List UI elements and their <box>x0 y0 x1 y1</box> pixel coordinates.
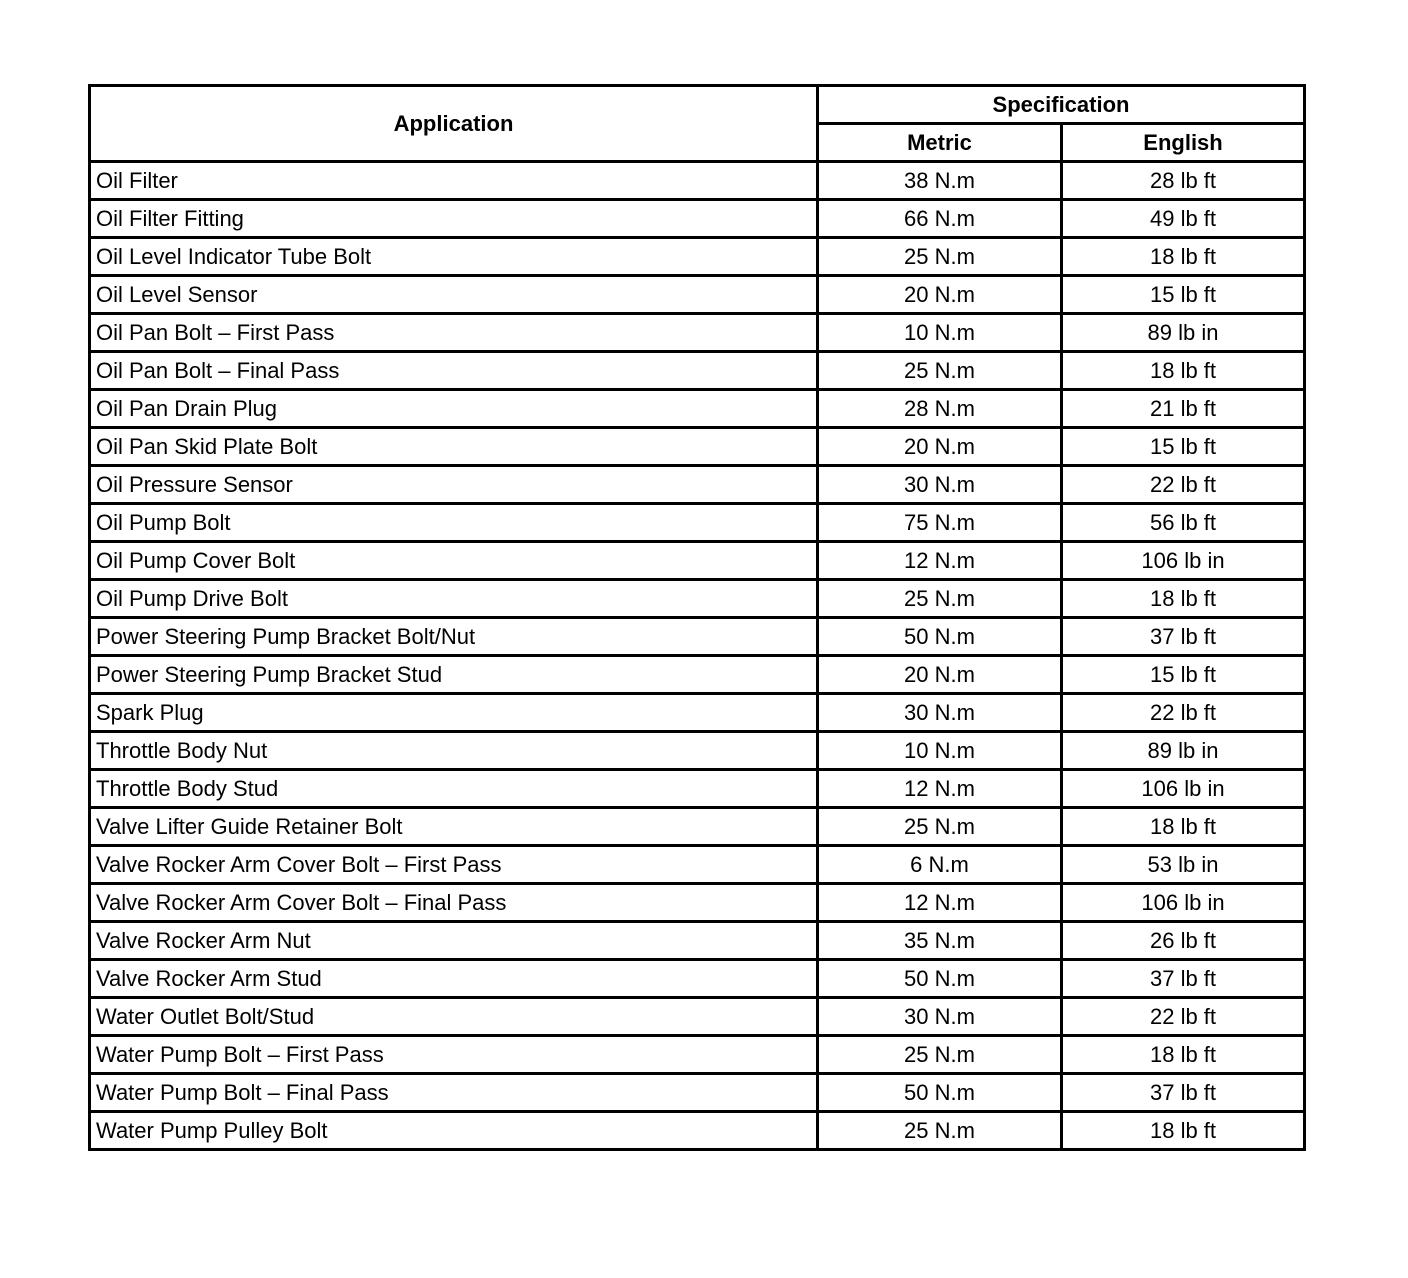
english-cell: 22 lb ft <box>1062 694 1305 732</box>
metric-cell: 30 N.m <box>818 466 1062 504</box>
table-row <box>90 542 1305 580</box>
metric-cell: 25 N.m <box>818 238 1062 276</box>
metric-cell: 75 N.m <box>818 504 1062 542</box>
english-cell: 37 lb ft <box>1062 1074 1305 1112</box>
metric-cell: 20 N.m <box>818 656 1062 694</box>
application-cell: Water Outlet Bolt/Stud <box>90 998 818 1036</box>
application-cell: Oil Pan Skid Plate Bolt <box>90 428 818 466</box>
table-row <box>90 694 1305 732</box>
table-row <box>90 314 1305 352</box>
application-cell: Valve Rocker Arm Cover Bolt – First Pass <box>90 846 818 884</box>
table-row <box>90 466 1305 504</box>
metric-cell: 35 N.m <box>818 922 1062 960</box>
english-cell: 49 lb ft <box>1062 200 1305 238</box>
application-cell: Power Steering Pump Bracket Bolt/Nut <box>90 618 818 656</box>
metric-cell: 25 N.m <box>818 808 1062 846</box>
metric-cell: 12 N.m <box>818 542 1062 580</box>
header-english: English <box>1062 124 1305 162</box>
application-cell: Valve Rocker Arm Cover Bolt – Final Pass <box>90 884 818 922</box>
application-cell: Valve Lifter Guide Retainer Bolt <box>90 808 818 846</box>
table-row <box>90 580 1305 618</box>
english-cell: 22 lb ft <box>1062 998 1305 1036</box>
metric-cell: 12 N.m <box>818 770 1062 808</box>
application-cell: Oil Filter <box>90 162 818 200</box>
english-cell: 28 lb ft <box>1062 162 1305 200</box>
table-row <box>90 846 1305 884</box>
header-specification: Specification <box>818 86 1305 124</box>
table-row <box>90 1074 1305 1112</box>
table-row <box>90 884 1305 922</box>
torque-spec-table <box>88 84 1306 1151</box>
application-cell: Water Pump Bolt – First Pass <box>90 1036 818 1074</box>
metric-cell: 66 N.m <box>818 200 1062 238</box>
application-cell: Oil Pump Cover Bolt <box>90 542 818 580</box>
english-cell: 89 lb in <box>1062 732 1305 770</box>
table-row <box>90 390 1305 428</box>
metric-cell: 6 N.m <box>818 846 1062 884</box>
application-cell: Power Steering Pump Bracket Stud <box>90 656 818 694</box>
table-row <box>90 1112 1305 1150</box>
english-cell: 37 lb ft <box>1062 960 1305 998</box>
table-row <box>90 162 1305 200</box>
metric-cell: 25 N.m <box>818 580 1062 618</box>
application-cell: Oil Pan Drain Plug <box>90 390 818 428</box>
application-cell: Oil Level Sensor <box>90 276 818 314</box>
english-cell: 22 lb ft <box>1062 466 1305 504</box>
table-row <box>90 428 1305 466</box>
metric-cell: 30 N.m <box>818 694 1062 732</box>
english-cell: 26 lb ft <box>1062 922 1305 960</box>
metric-cell: 25 N.m <box>818 1036 1062 1074</box>
english-cell: 56 lb ft <box>1062 504 1305 542</box>
table-row <box>90 732 1305 770</box>
metric-cell: 12 N.m <box>818 884 1062 922</box>
metric-cell: 50 N.m <box>818 618 1062 656</box>
application-cell: Valve Rocker Arm Nut <box>90 922 818 960</box>
table-header <box>90 86 1305 162</box>
table-row <box>90 504 1305 542</box>
table-row <box>90 352 1305 390</box>
header-application: Application <box>90 86 818 162</box>
application-cell: Valve Rocker Arm Stud <box>90 960 818 998</box>
metric-cell: 20 N.m <box>818 276 1062 314</box>
english-cell: 18 lb ft <box>1062 1112 1305 1150</box>
table-row <box>90 770 1305 808</box>
english-cell: 21 lb ft <box>1062 390 1305 428</box>
application-cell: Oil Level Indicator Tube Bolt <box>90 238 818 276</box>
english-cell: 15 lb ft <box>1062 656 1305 694</box>
application-cell: Oil Pressure Sensor <box>90 466 818 504</box>
application-cell: Oil Filter Fitting <box>90 200 818 238</box>
application-cell: Oil Pan Bolt – First Pass <box>90 314 818 352</box>
metric-cell: 10 N.m <box>818 732 1062 770</box>
english-cell: 18 lb ft <box>1062 808 1305 846</box>
application-cell: Oil Pan Bolt – Final Pass <box>90 352 818 390</box>
english-cell: 53 lb in <box>1062 846 1305 884</box>
english-cell: 106 lb in <box>1062 542 1305 580</box>
english-cell: 15 lb ft <box>1062 428 1305 466</box>
table-row <box>90 618 1305 656</box>
table-row <box>90 200 1305 238</box>
application-cell: Spark Plug <box>90 694 818 732</box>
english-cell: 37 lb ft <box>1062 618 1305 656</box>
table-row <box>90 998 1305 1036</box>
english-cell: 15 lb ft <box>1062 276 1305 314</box>
application-cell: Throttle Body Nut <box>90 732 818 770</box>
english-cell: 18 lb ft <box>1062 580 1305 618</box>
table-body <box>90 162 1305 1150</box>
table-row <box>90 1036 1305 1074</box>
metric-cell: 10 N.m <box>818 314 1062 352</box>
metric-cell: 38 N.m <box>818 162 1062 200</box>
english-cell: 89 lb in <box>1062 314 1305 352</box>
metric-cell: 25 N.m <box>818 1112 1062 1150</box>
metric-cell: 25 N.m <box>818 352 1062 390</box>
table-row <box>90 238 1305 276</box>
metric-cell: 20 N.m <box>818 428 1062 466</box>
table-row <box>90 808 1305 846</box>
application-cell: Water Pump Pulley Bolt <box>90 1112 818 1150</box>
metric-cell: 50 N.m <box>818 960 1062 998</box>
english-cell: 106 lb in <box>1062 770 1305 808</box>
table-row <box>90 276 1305 314</box>
application-cell: Throttle Body Stud <box>90 770 818 808</box>
table-row <box>90 656 1305 694</box>
metric-cell: 28 N.m <box>818 390 1062 428</box>
application-cell: Water Pump Bolt – Final Pass <box>90 1074 818 1112</box>
english-cell: 18 lb ft <box>1062 352 1305 390</box>
header-metric: Metric <box>818 124 1062 162</box>
english-cell: 18 lb ft <box>1062 1036 1305 1074</box>
metric-cell: 30 N.m <box>818 998 1062 1036</box>
metric-cell: 50 N.m <box>818 1074 1062 1112</box>
english-cell: 18 lb ft <box>1062 238 1305 276</box>
application-cell: Oil Pump Drive Bolt <box>90 580 818 618</box>
table-row <box>90 960 1305 998</box>
table-row <box>90 922 1305 960</box>
english-cell: 106 lb in <box>1062 884 1305 922</box>
header-row-top <box>90 86 1305 124</box>
application-cell: Oil Pump Bolt <box>90 504 818 542</box>
